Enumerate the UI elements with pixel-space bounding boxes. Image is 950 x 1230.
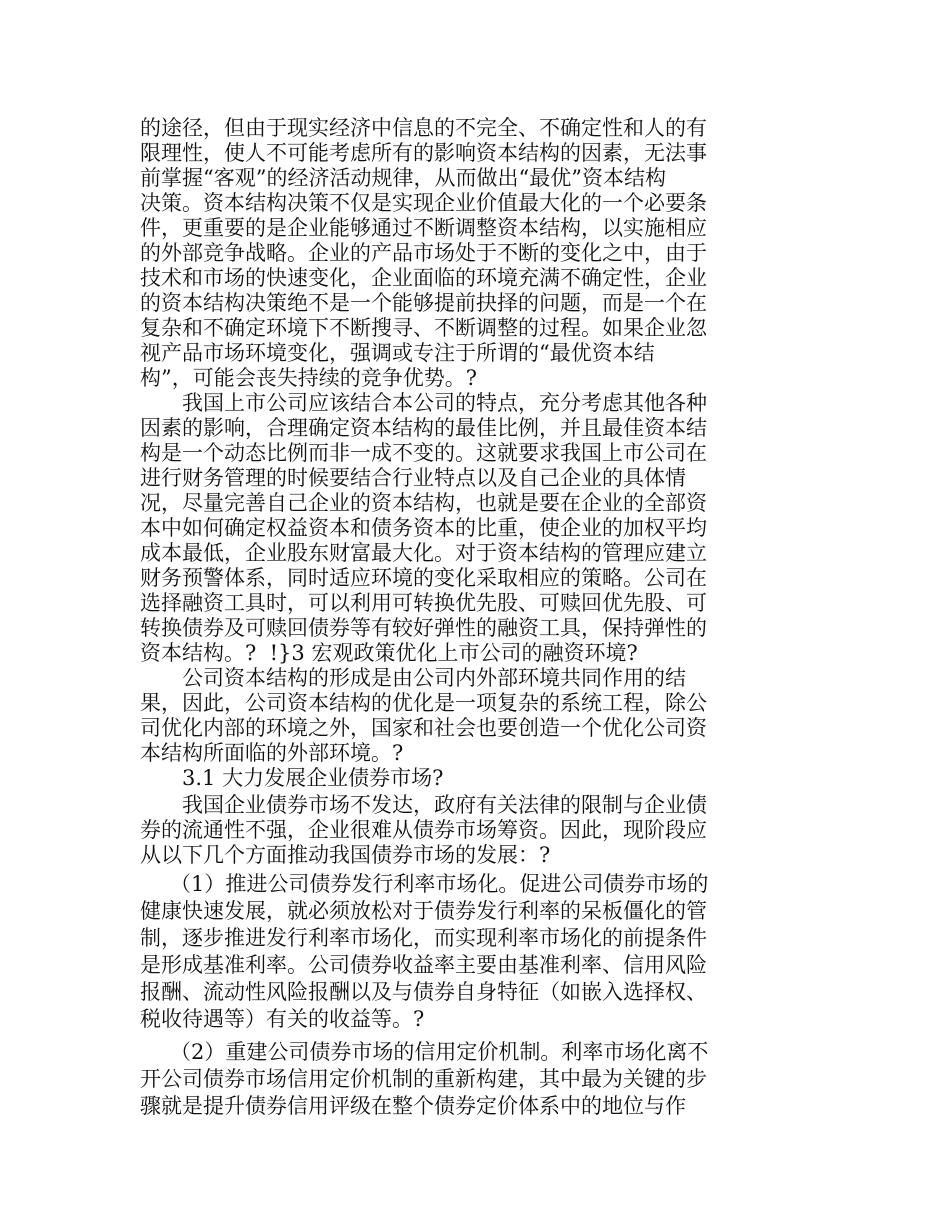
text-line: 从以下几个方面推动我国债券市场的发展：?	[140, 843, 551, 867]
text-line: 因素的影响，合理确定资本结构的最佳比例，并且最佳资本结	[140, 416, 707, 440]
text-line: 公司资本结构的形成是由公司内外部环境共同作用的结	[182, 666, 686, 690]
text-line: 健康快速发展，就必须放松对于债券发行利率的呆板僵化的管	[140, 899, 707, 923]
text-line: （1）推进公司债券发行利率市场化。促进公司债券市场的	[170, 872, 709, 896]
text-line: 复杂和不确定环境下不断搜寻、不断调整的过程。如果企业忽	[140, 316, 707, 340]
text-line: 开公司债券市场信用定价机制的重新构建，其中最为关键的步	[140, 1067, 707, 1091]
text-line: 选择融资工具时，可以利用可转换优先股、可赎回优先股、可	[140, 591, 707, 615]
text-line: 税收待遇等）有关的收益等。?	[140, 1007, 425, 1031]
text-line: 资本结构。? !}3 宏观政策优化上市公司的融资环境?	[140, 641, 638, 665]
text-line: 决策。资本结构决策不仅是实现企业价值最大化的一个必要条	[140, 191, 707, 215]
text-line: 构是一个动态比例而非一成不变的。这就要求我国上市公司在	[140, 441, 707, 465]
text-line: 况，尽量完善自己企业的资本结构，也就是要在企业的全部资	[140, 491, 707, 515]
text-line: 进行财务管理的时候要结合行业特点以及自己企业的具体情	[140, 466, 686, 490]
text-line: 骤就是提升债券信用评级在整个债券定价体系中的地位与作	[140, 1094, 686, 1118]
text-line: 果，因此，公司资本结构的优化是一项复杂的系统工程，除公	[140, 691, 707, 715]
text-line: 财务预警体系，同时适应环境的变化采取相应的策略。公司在	[140, 566, 707, 590]
text-line: 是形成基准利率。公司债券收益率主要由基准利率、信用风险	[140, 953, 707, 977]
text-line: 司优化内部的环境之外，国家和社会也要创造一个优化公司资	[140, 716, 707, 740]
text-line: 构”，可能会丧失持续的竞争优势。?	[140, 366, 477, 390]
section-heading: 3.1 大力发展企业债券市场?	[182, 766, 444, 790]
text-line: 限理性，使人不可能考虑所有的影响资本结构的因素，无法事	[140, 141, 707, 165]
text-line: 转换债券及可赎回债券等有较好弹性的融资工具，保持弹性的	[140, 616, 707, 640]
text-line: 视产品市场环境变化，强调或专注于所谓的“最优资本结	[140, 341, 655, 365]
text-line: 的途径，但由于现实经济中信息的不完全、不确定性和人的有	[140, 116, 707, 140]
text-line: 本结构所面临的外部环境。?	[140, 741, 404, 765]
text-line: 本中如何确定权益资本和债务资本的比重，使企业的加权平均	[140, 516, 707, 540]
text-line: 券的流通性不强，企业很难从债券市场筹资。因此，现阶段应	[140, 818, 707, 842]
text-line: （2）重建公司债券市场的信用定价机制。利率市场化离不	[170, 1040, 709, 1064]
text-line: 我国上市公司应该结合本公司的特点，充分考虑其他各种	[182, 391, 707, 415]
text-line: 技术和市场的快速变化，企业面临的环境充满不确定性，企业	[140, 266, 707, 290]
text-line: 前掌握“客观”的经济活动规律，从而做出“最优”资本结构	[140, 166, 666, 190]
text-line: 制，逐步推进发行利率市场化，而实现利率市场化的前提条件	[140, 926, 707, 950]
text-line: 报酬、流动性风险报酬以及与债券自身特征（如嵌入选择权、	[140, 980, 707, 1004]
text-line: 的资本结构决策绝不是一个能够提前抉择的问题，而是一个在	[140, 291, 707, 315]
text-line: 我国企业债券市场不发达，政府有关法律的限制与企业债	[182, 793, 707, 817]
text-line: 成本最低，企业股东财富最大化。对于资本结构的管理应建立	[140, 541, 707, 565]
text-line: 件，更重要的是企业能够通过不断调整资本结构，以实施相应	[140, 216, 707, 240]
text-line: 的外部竞争战略。企业的产品市场处于不断的变化之中，由于	[140, 241, 707, 265]
